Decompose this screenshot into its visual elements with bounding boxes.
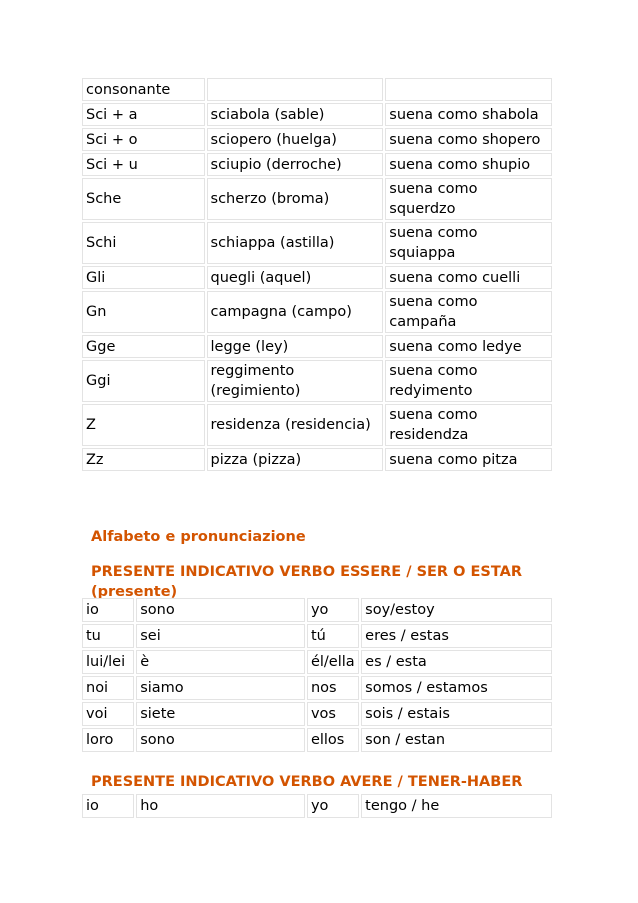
table-row bbox=[82, 360, 552, 402]
table-cell: soy/estoy bbox=[361, 598, 552, 622]
table-row bbox=[82, 598, 552, 622]
table-cell: suena como pitza bbox=[385, 448, 552, 471]
table-row bbox=[82, 335, 552, 358]
table-row bbox=[82, 291, 552, 333]
avere-conjugation-table bbox=[80, 792, 554, 820]
table-row bbox=[82, 676, 552, 700]
table-cell: suena como ledye bbox=[385, 335, 552, 358]
table-cell: suena como shabola bbox=[385, 103, 552, 126]
table-cell: yo bbox=[307, 598, 359, 622]
table-cell: Zz bbox=[82, 448, 205, 471]
table-cell bbox=[207, 78, 384, 101]
table-cell: él/ella bbox=[307, 650, 359, 674]
table-cell: sciupio (derroche) bbox=[207, 153, 384, 176]
table-cell: sois / estais bbox=[361, 702, 552, 726]
table-cell: tu bbox=[82, 624, 134, 648]
table-row bbox=[82, 103, 552, 126]
consonant-table bbox=[80, 76, 554, 473]
table-row bbox=[82, 128, 552, 151]
table-cell: sono bbox=[136, 598, 305, 622]
table-cell: consonante bbox=[82, 78, 205, 101]
table-cell: suena como shopero bbox=[385, 128, 552, 151]
table-cell: Ggi bbox=[82, 360, 205, 402]
table-cell: es / esta bbox=[361, 650, 552, 674]
table-cell: quegli (aquel) bbox=[207, 266, 384, 289]
table-cell: schiappa (astilla) bbox=[207, 222, 384, 264]
table-cell: son / estan bbox=[361, 728, 552, 752]
table-cell: pizza (pizza) bbox=[207, 448, 384, 471]
table-row bbox=[82, 624, 552, 648]
heading-essere: PRESENTE INDICATIVO VERBO ESSERE / SER O ESTAR (presente) bbox=[91, 564, 523, 600]
table-row bbox=[82, 266, 552, 289]
table-cell: residenza (residencia) bbox=[207, 404, 384, 446]
table-cell: scherzo (broma) bbox=[207, 178, 384, 220]
table-cell: voi bbox=[82, 702, 134, 726]
table-cell: Sci + a bbox=[82, 103, 205, 126]
table-cell: è bbox=[136, 650, 305, 674]
table-cell: Gli bbox=[82, 266, 205, 289]
table-cell: yo bbox=[307, 794, 359, 818]
heading-avere: PRESENTE INDICATIVO VERBO AVERE / TENER-HABER bbox=[91, 774, 523, 790]
table-row bbox=[82, 728, 552, 752]
table-cell: suena como campaña bbox=[385, 291, 552, 333]
table-row bbox=[82, 153, 552, 176]
table-cell: sei bbox=[136, 624, 305, 648]
table-row bbox=[82, 178, 552, 220]
table-cell: eres / estas bbox=[361, 624, 552, 648]
table-cell: siete bbox=[136, 702, 305, 726]
table-cell: tú bbox=[307, 624, 359, 648]
table-row bbox=[82, 794, 552, 818]
table-cell: Gn bbox=[82, 291, 205, 333]
table-cell: suena como cuelli bbox=[385, 266, 552, 289]
table-cell: tengo / he bbox=[361, 794, 552, 818]
table-cell: Sci + u bbox=[82, 153, 205, 176]
table-cell: Schi bbox=[82, 222, 205, 264]
table-cell: legge (ley) bbox=[207, 335, 384, 358]
table-cell: suena como squerdzo bbox=[385, 178, 552, 220]
table-cell: noi bbox=[82, 676, 134, 700]
table-cell: campagna (campo) bbox=[207, 291, 384, 333]
table-row bbox=[82, 448, 552, 471]
table-row bbox=[82, 702, 552, 726]
table-cell bbox=[385, 78, 552, 101]
table-cell: sono bbox=[136, 728, 305, 752]
table-cell: lui/lei bbox=[82, 650, 134, 674]
table-cell: sciabola (sable) bbox=[207, 103, 384, 126]
table-cell: somos / estamos bbox=[361, 676, 552, 700]
table-row bbox=[82, 650, 552, 674]
table-cell: io bbox=[82, 598, 134, 622]
table-cell: suena como squiappa bbox=[385, 222, 552, 264]
table-cell: siamo bbox=[136, 676, 305, 700]
table-cell: Gge bbox=[82, 335, 205, 358]
table-cell: reggimento (regimiento) bbox=[207, 360, 384, 402]
table-cell: sciopero (huelga) bbox=[207, 128, 384, 151]
table-cell: Sci + o bbox=[82, 128, 205, 151]
table-cell: io bbox=[82, 794, 134, 818]
table-row bbox=[82, 404, 552, 446]
table-cell: nos bbox=[307, 676, 359, 700]
table-row bbox=[82, 78, 552, 101]
table-cell: vos bbox=[307, 702, 359, 726]
table-row bbox=[82, 222, 552, 264]
table-cell: Sche bbox=[82, 178, 205, 220]
table-cell: ellos bbox=[307, 728, 359, 752]
table-cell: suena como shupio bbox=[385, 153, 552, 176]
table-cell: suena como redyimento bbox=[385, 360, 552, 402]
table-cell: suena como residendza bbox=[385, 404, 552, 446]
heading-alfabeto: Alfabeto e pronunciazione bbox=[91, 529, 306, 545]
table-cell: Z bbox=[82, 404, 205, 446]
essere-conjugation-table bbox=[80, 596, 554, 754]
table-cell: loro bbox=[82, 728, 134, 752]
table-cell: ho bbox=[136, 794, 305, 818]
